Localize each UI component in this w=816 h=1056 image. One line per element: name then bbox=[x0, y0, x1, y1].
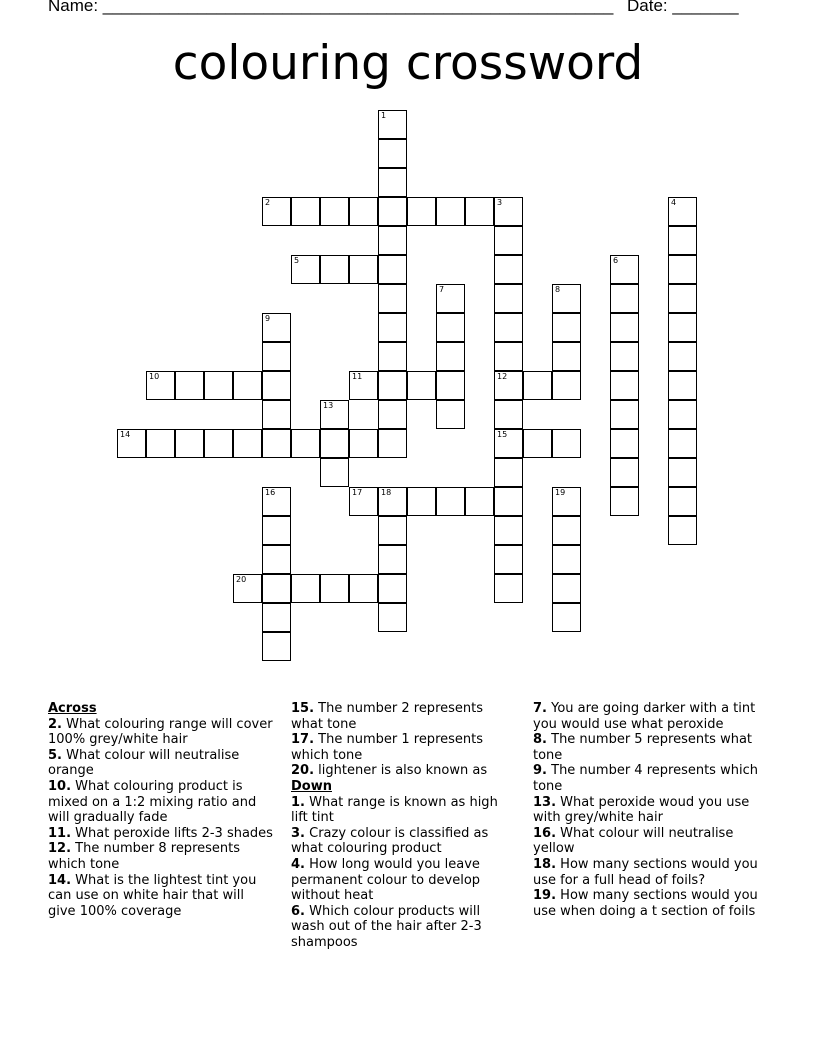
crossword-cell[interactable] bbox=[494, 429, 523, 458]
clues-column-2 bbox=[291, 701, 517, 951]
crossword-cell[interactable] bbox=[668, 313, 697, 342]
clue-number: 1 bbox=[381, 111, 387, 120]
crossword-cell[interactable] bbox=[494, 197, 523, 226]
crossword-cell[interactable] bbox=[378, 342, 407, 371]
crossword-cell[interactable] bbox=[233, 574, 262, 603]
crossword-cell[interactable] bbox=[378, 371, 407, 400]
clues-column-1 bbox=[48, 701, 274, 919]
crossword-cell[interactable] bbox=[610, 313, 639, 342]
across-clue-17: 17. The number 1 represents which tone bbox=[291, 732, 484, 763]
crossword-cell[interactable] bbox=[146, 429, 175, 458]
crossword-cell[interactable] bbox=[349, 197, 378, 226]
down-heading: Down bbox=[291, 778, 332, 794]
crossword-cell[interactable] bbox=[291, 429, 320, 458]
crossword-cell[interactable] bbox=[349, 487, 378, 516]
clue-number: 5 bbox=[294, 256, 300, 265]
crossword-cell[interactable] bbox=[494, 371, 523, 400]
crossword-cell[interactable] bbox=[262, 197, 291, 226]
crossword-cell[interactable] bbox=[668, 284, 697, 313]
clue-number: 3 bbox=[497, 198, 503, 207]
crossword-cell[interactable] bbox=[291, 197, 320, 226]
page-title: colouring crossword bbox=[172, 36, 644, 91]
crossword-cell[interactable] bbox=[320, 400, 349, 429]
clue-number: 7 bbox=[439, 285, 445, 294]
crossword-cell[interactable] bbox=[668, 516, 697, 545]
down-clue-18: 18. How many sections would you use for a full head of foils? bbox=[533, 856, 758, 888]
crossword-cell[interactable] bbox=[204, 429, 233, 458]
crossword-cell[interactable] bbox=[262, 545, 291, 574]
crossword-cell[interactable] bbox=[320, 574, 349, 603]
clue-number: 17 bbox=[352, 488, 363, 497]
crossword-cell[interactable] bbox=[407, 487, 436, 516]
crossword-cell[interactable] bbox=[349, 255, 378, 284]
crossword-cell[interactable] bbox=[494, 255, 523, 284]
crossword-cell[interactable] bbox=[378, 574, 407, 603]
crossword-cell[interactable] bbox=[552, 342, 581, 371]
crossword-cell[interactable] bbox=[262, 371, 291, 400]
crossword-cell[interactable] bbox=[610, 400, 639, 429]
crossword-cell[interactable] bbox=[552, 487, 581, 516]
crossword-cell[interactable] bbox=[668, 487, 697, 516]
down-clue-6: 6. Which colour products will wash out of the hair after 2-3 shampoos bbox=[291, 903, 482, 950]
across-clue-12: 12. The number 8 represents which tone bbox=[48, 841, 241, 872]
crossword-cell[interactable] bbox=[465, 487, 494, 516]
crossword-cell[interactable] bbox=[117, 429, 146, 458]
crossword-cell[interactable] bbox=[262, 603, 291, 632]
crossword-cell[interactable] bbox=[378, 255, 407, 284]
clue-number: 4 bbox=[671, 198, 677, 207]
clue-number: 6 bbox=[613, 256, 619, 265]
crossword-cell[interactable] bbox=[320, 429, 349, 458]
crossword-cell[interactable] bbox=[552, 603, 581, 632]
crossword-cell[interactable] bbox=[349, 371, 378, 400]
down-clue-19: 19. How many sections would you use when doing a t section of foils bbox=[533, 888, 758, 919]
across-clue-20: 20. lightener is also known as bbox=[291, 763, 488, 779]
crossword-cell[interactable] bbox=[378, 429, 407, 458]
clue-number: 20 bbox=[236, 575, 247, 584]
crossword-cell[interactable] bbox=[436, 197, 465, 226]
clue-number: 13 bbox=[323, 401, 334, 410]
crossword-cell[interactable] bbox=[494, 342, 523, 371]
down-clue-9: 9. The number 4 represents which tone bbox=[533, 763, 758, 794]
crossword-cell[interactable] bbox=[523, 429, 552, 458]
crossword-cell[interactable] bbox=[175, 429, 204, 458]
clue-number: 14 bbox=[120, 430, 131, 439]
down-clue-3: 3. Crazy colour is classified as what colouring product bbox=[291, 825, 489, 857]
crossword-cell[interactable] bbox=[523, 371, 552, 400]
down-clue-16: 16. What colour will neutralise yellow bbox=[533, 825, 734, 857]
crossword-cell[interactable] bbox=[262, 574, 291, 603]
down-clue-8: 8. The number 5 represents what tone bbox=[533, 732, 753, 763]
crossword-cell[interactable] bbox=[320, 197, 349, 226]
clue-number: 8 bbox=[555, 285, 561, 294]
across-clue-2: 2. What colouring range will cover 100% grey/white hair bbox=[48, 716, 273, 748]
crossword-cell[interactable] bbox=[494, 487, 523, 516]
crossword-cell[interactable] bbox=[262, 313, 291, 342]
crossword-cell[interactable] bbox=[494, 284, 523, 313]
crossword-cell[interactable] bbox=[610, 342, 639, 371]
crossword-cell[interactable] bbox=[291, 574, 320, 603]
crossword-cell[interactable] bbox=[668, 371, 697, 400]
down-clue-7: 7. You are going darker with a tint you would use what peroxide bbox=[533, 701, 756, 732]
crossword-cell[interactable] bbox=[494, 226, 523, 255]
crossword-cell[interactable] bbox=[668, 255, 697, 284]
crossword-cell[interactable] bbox=[407, 371, 436, 400]
crossword-cell[interactable] bbox=[494, 545, 523, 574]
crossword-cell[interactable] bbox=[494, 574, 523, 603]
across-clue-15: 15. The number 2 represents what tone bbox=[291, 701, 484, 732]
crossword-cell[interactable] bbox=[204, 371, 233, 400]
crossword-cell[interactable] bbox=[610, 371, 639, 400]
crossword-cell[interactable] bbox=[610, 255, 639, 284]
clue-number: 19 bbox=[555, 488, 566, 497]
crossword-cell[interactable] bbox=[668, 342, 697, 371]
crossword-cell[interactable] bbox=[668, 197, 697, 226]
crossword-cell[interactable] bbox=[610, 284, 639, 313]
crossword-cell[interactable] bbox=[378, 400, 407, 429]
down-clue-1: 1. What range is known as high lift tint bbox=[291, 794, 498, 826]
across-clue-10: 10. What colouring product is mixed on a 1:2 mixing ratio and will gradually fade bbox=[48, 778, 257, 826]
crossword-cell[interactable] bbox=[436, 371, 465, 400]
crossword-cell[interactable] bbox=[668, 429, 697, 458]
crossword-cell[interactable] bbox=[378, 168, 407, 197]
crossword-cell[interactable] bbox=[262, 487, 291, 516]
crossword-cell[interactable] bbox=[378, 226, 407, 255]
crossword-cell[interactable] bbox=[494, 313, 523, 342]
crossword-cell[interactable] bbox=[552, 574, 581, 603]
crossword-cell[interactable] bbox=[668, 400, 697, 429]
crossword-cell[interactable] bbox=[436, 342, 465, 371]
name-field-label: Name: ______________________________________________________ bbox=[48, 0, 614, 15]
crossword-cell[interactable] bbox=[436, 284, 465, 313]
crossword-cell[interactable] bbox=[407, 197, 436, 226]
across-clue-11: 11. What peroxide lifts 2-3 shades bbox=[48, 825, 273, 841]
clue-number: 12 bbox=[497, 372, 508, 381]
across-clue-14: 14. What is the lightest tint you can use on white hair that will give 100% coverage bbox=[48, 872, 257, 919]
down-clue-13: 13. What peroxide woud you use with grey/white hair bbox=[533, 794, 750, 826]
crossword-cell[interactable] bbox=[378, 197, 407, 226]
crossword-cell[interactable] bbox=[146, 371, 175, 400]
clues-column-3 bbox=[533, 701, 765, 919]
crossword-cell[interactable] bbox=[175, 371, 204, 400]
crossword-cell[interactable] bbox=[552, 516, 581, 545]
clue-number: 15 bbox=[497, 430, 508, 439]
crossword-cell[interactable] bbox=[610, 429, 639, 458]
crossword-cell[interactable] bbox=[378, 516, 407, 545]
crossword-cell[interactable] bbox=[262, 632, 291, 661]
crossword-cell[interactable] bbox=[291, 255, 320, 284]
across-clue-5: 5. What colour will neutralise orange bbox=[48, 747, 240, 779]
clue-number: 16 bbox=[265, 488, 276, 497]
crossword-cell[interactable] bbox=[262, 429, 291, 458]
crossword-cell[interactable] bbox=[436, 313, 465, 342]
crossword-cell[interactable] bbox=[552, 313, 581, 342]
crossword-cell[interactable] bbox=[436, 400, 465, 429]
crossword-cell[interactable] bbox=[465, 197, 494, 226]
crossword-cell[interactable] bbox=[552, 371, 581, 400]
crossword-cell[interactable] bbox=[320, 255, 349, 284]
date-field-label: Date: _______ bbox=[627, 0, 739, 15]
crossword-cell[interactable] bbox=[378, 313, 407, 342]
crossword-cell[interactable] bbox=[378, 284, 407, 313]
crossword-cell[interactable] bbox=[378, 545, 407, 574]
crossword-cell[interactable] bbox=[610, 458, 639, 487]
crossword-cell[interactable] bbox=[552, 545, 581, 574]
crossword-cell[interactable] bbox=[378, 603, 407, 632]
crossword-cell[interactable] bbox=[552, 284, 581, 313]
crossword-cell[interactable] bbox=[378, 487, 407, 516]
crossword-cell[interactable] bbox=[668, 226, 697, 255]
crossword-cell[interactable] bbox=[436, 487, 465, 516]
clue-number: 10 bbox=[149, 372, 160, 381]
crossword-cell[interactable] bbox=[552, 429, 581, 458]
crossword-cell[interactable] bbox=[494, 516, 523, 545]
crossword-cell[interactable] bbox=[233, 371, 262, 400]
crossword-cell[interactable] bbox=[349, 429, 378, 458]
crossword-cell[interactable] bbox=[494, 458, 523, 487]
clue-number: 9 bbox=[265, 314, 271, 323]
clue-number: 2 bbox=[265, 198, 271, 207]
clue-number: 11 bbox=[352, 372, 363, 381]
crossword-cell[interactable] bbox=[494, 400, 523, 429]
crossword-cell[interactable] bbox=[233, 429, 262, 458]
crossword-cell[interactable] bbox=[378, 139, 407, 168]
crossword-cell[interactable] bbox=[262, 342, 291, 371]
clue-number: 18 bbox=[381, 488, 392, 497]
crossword-cell[interactable] bbox=[610, 487, 639, 516]
crossword-cell[interactable] bbox=[262, 516, 291, 545]
across-heading: Across bbox=[48, 701, 97, 716]
crossword-cell[interactable] bbox=[378, 110, 407, 139]
crossword-cell[interactable] bbox=[349, 574, 378, 603]
down-clue-4: 4. How long would you leave permanent colour to develop without heat bbox=[291, 856, 481, 904]
crossword-cell[interactable] bbox=[262, 400, 291, 429]
crossword-cell[interactable] bbox=[320, 458, 349, 487]
crossword-cell[interactable] bbox=[668, 458, 697, 487]
